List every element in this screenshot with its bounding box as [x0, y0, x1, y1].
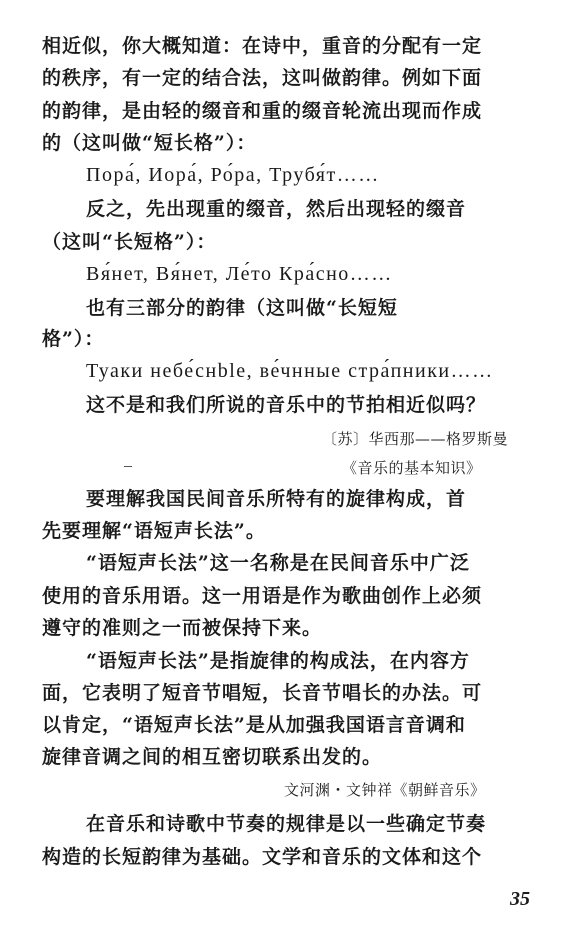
- text-line-20: “语短声长法”是指旋律的构成法，在内容方: [86, 650, 470, 672]
- text-line-6: 反之，先出现重的缀音，然后出现轻的缀音: [86, 198, 467, 220]
- text-line-3: 的韵律，是由轻的缀音和重的缀音轮流出现而作成: [42, 100, 483, 122]
- text-line-19: 遵守的准则之一而被保持下来。: [42, 617, 323, 639]
- text-line-21: 面，它表明了短音节唱短，长音节唱长的办法。可: [42, 682, 483, 704]
- text-line-25: 在音乐和诗歌中节奏的规律是以一些确定节奏: [86, 813, 487, 835]
- text-line-16: 先要理解“语短声长法”。: [42, 520, 266, 542]
- citation-2: 文河渊・文钟祥《朝鲜音乐》: [284, 781, 486, 799]
- text-line-12: 这不是和我们所说的音乐中的节拍相近似吗？: [86, 394, 487, 416]
- text-line-7: （这叫“长短格”）：: [42, 231, 217, 253]
- page-number: 35: [510, 888, 530, 910]
- citation-source-1: 《音乐的基本知识》: [342, 459, 482, 477]
- text-line-15: 要理解我国民间音乐所特有的旋律构成，首: [86, 488, 467, 510]
- citation-author-1: 〔苏〕华西那——格罗斯曼: [322, 430, 509, 448]
- text-line-23: 旋律音调之间的相互密切联系出发的。: [42, 746, 383, 768]
- text-line-17: “语短声长法”这一名称是在民间音乐中广泛: [86, 552, 470, 574]
- text-line-1: 相近似，你大概知道：在诗中，重音的分配有一定: [42, 35, 483, 57]
- text-line-2: 的秩序，有一定的结合法，这叫做韵律。例如下面: [42, 67, 483, 89]
- russian-example-dactylic: Туаки небе́снble, ве́чнные стра́пники……: [86, 360, 494, 382]
- text-line-18: 使用的音乐用语。这一用语是作为歌曲创作上必须: [42, 585, 483, 607]
- text-line-10: 格”）：: [42, 328, 105, 350]
- text-line-22: 以肯定，“语短声长法”是从加强我国语言音调和: [42, 714, 466, 736]
- text-line-9: 也有三部分的韵律（这叫做“长短短: [86, 297, 398, 319]
- stray-mark: [124, 466, 132, 467]
- russian-example-trochaic: Вя́нет, Вя́нет, Ле́то Кра́сно……: [86, 263, 393, 285]
- russian-example-iambic: Пора́, Иора́, Ро́ра, Трубя́т……: [86, 164, 380, 186]
- text-line-4: 的（这叫做“短长格”）：: [42, 132, 257, 154]
- text-line-26: 构造的长短韵律为基础。文学和音乐的文体和这个: [42, 846, 483, 868]
